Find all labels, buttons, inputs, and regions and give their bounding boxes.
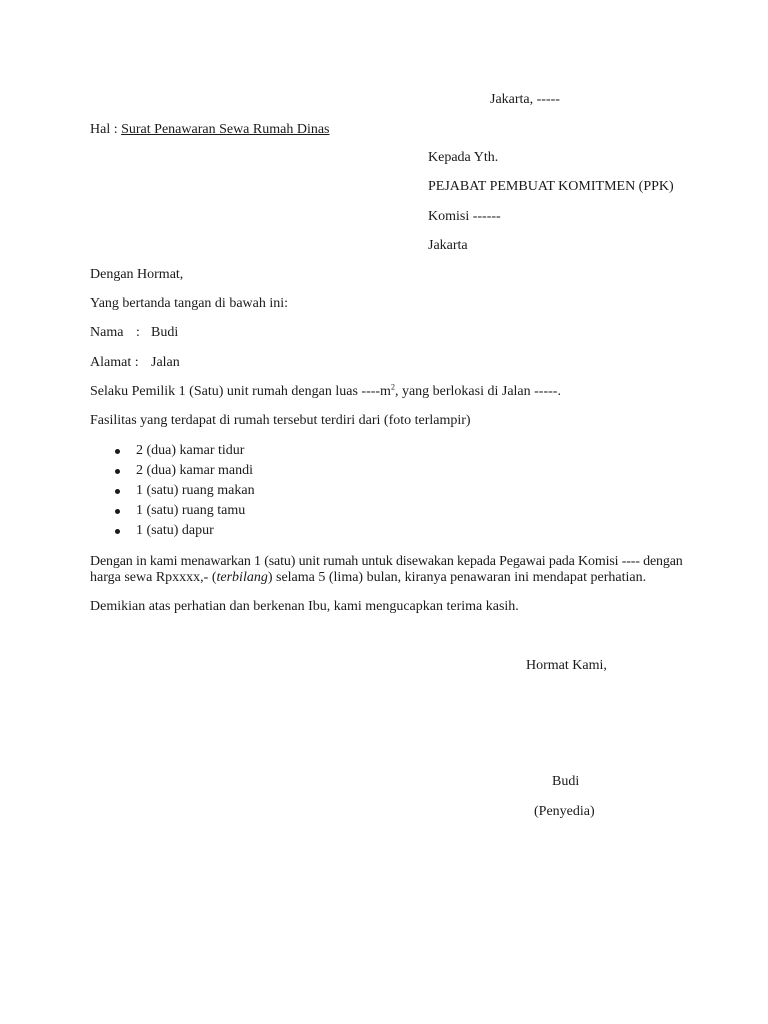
offer-post: ) selama 5 (lima) bulan, kiranya penawaran ini mendapat perhatian. — [267, 570, 647, 585]
ownership-post: , yang berlokasi di Jalan -----. — [394, 384, 561, 399]
offer-line-1: Dengan in kami menawarkan 1 (satu) unit rumah untuk disewakan kepada Pegawai pada Komisi ---- dengan — [90, 554, 683, 569]
list-item: 1 (satu) dapur — [136, 523, 214, 538]
intro: Yang bertanda tangan di bawah ini: — [90, 296, 289, 311]
offer-pre: harga sewa Rpxxxx,- ( — [90, 570, 217, 585]
name-row — [90, 324, 178, 342]
bullet-icon — [115, 469, 120, 474]
bullet-icon — [115, 529, 120, 534]
place-date: Jakarta, ----- — [490, 92, 560, 107]
signer-role: (Penyedia) — [534, 804, 595, 819]
address-value: Jalan — [151, 355, 180, 370]
signer-name: Budi — [552, 774, 580, 789]
offer-line-2 — [90, 569, 646, 587]
ownership-line — [90, 383, 561, 401]
list-item: 2 (dua) kamar mandi — [136, 463, 254, 478]
address-row — [90, 354, 180, 372]
greeting: Dengan Hormat, — [90, 267, 184, 282]
list-item: 1 (satu) ruang makan — [136, 483, 255, 498]
name-sep: : — [136, 325, 140, 340]
address-label: Alamat : — [90, 355, 139, 370]
recipient-line-1: Kepada Yth. — [428, 150, 499, 165]
offer-italic: terbilang — [216, 570, 268, 585]
bullet-icon — [115, 449, 120, 454]
list-item: 2 (dua) kamar tidur — [136, 443, 245, 458]
name-value: Budi — [151, 325, 179, 340]
facilities-intro: Fasilitas yang terdapat di rumah tersebut terdiri dari (foto terlampir) — [90, 413, 471, 428]
bullet-icon — [115, 489, 120, 494]
recipient-line-2: PEJABAT PEMBUAT KOMITMEN (PPK) — [428, 179, 674, 194]
subject: Surat Penawaran Sewa Rumah Dinas — [121, 122, 330, 137]
closing: Demikian atas perhatian dan berkenan Ibu, kami mengucapkan terima kasih. — [90, 599, 519, 614]
name-label: Nama — [90, 325, 124, 340]
subject-label: Hal : — [90, 122, 122, 137]
ownership-sup: 2 — [390, 382, 395, 392]
subject-line — [90, 121, 330, 139]
bullet-icon — [115, 509, 120, 514]
list-item: 1 (satu) ruang tamu — [136, 503, 246, 518]
recipient-line-4: Jakarta — [428, 238, 468, 253]
ownership-pre: Selaku Pemilik 1 (Satu) unit rumah dengan luas ----m — [90, 384, 391, 399]
recipient-line-3: Komisi ------ — [428, 209, 501, 224]
sign-off: Hormat Kami, — [526, 658, 607, 673]
